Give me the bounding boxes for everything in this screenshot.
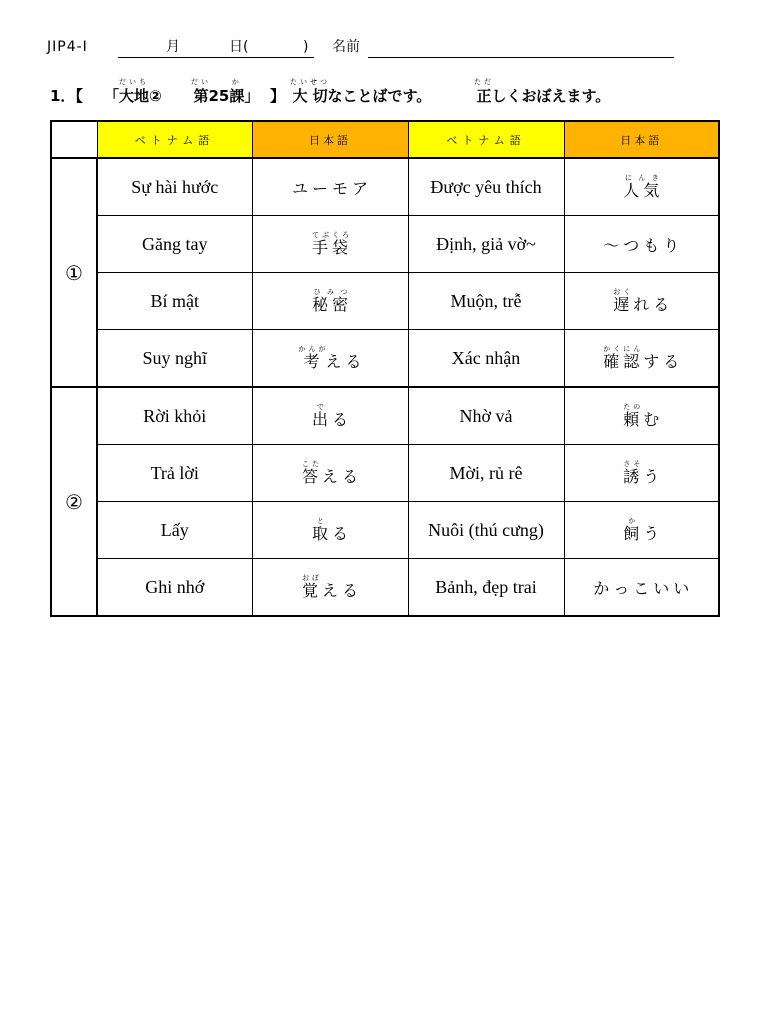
okurigana: える [325,351,366,371]
group-label: ① [51,158,97,387]
name-underline [368,57,674,58]
furigana: か [229,78,245,86]
furigana: たいせつ [290,78,330,86]
kanji: 大地 [119,87,150,105]
vietnamese-word: Suy nghĩ [97,330,252,388]
kanji-reading [603,344,644,371]
table-header-row [51,121,719,158]
lesson-number [191,78,259,104]
textbook-title [104,78,162,104]
kanji-reading [623,516,644,543]
kanji: 人気 [623,180,664,200]
kanji: 取 [311,523,332,543]
volume-number: ② [149,87,162,105]
vietnamese-column-header: ベトナム語 [408,121,564,158]
japanese-word [252,559,408,617]
instruction-phrase-2 [474,78,610,104]
japanese-word [252,216,408,273]
quote-close: 」 [244,87,260,105]
quote-open: 「 [104,87,120,105]
japanese-word [564,158,719,216]
furigana: てぶくろ [311,230,352,239]
lesson-prefix [191,78,211,105]
vietnamese-word: Xác nhận [408,330,564,388]
japanese-word [252,330,408,388]
japanese-word [564,387,719,445]
japanese-word [564,502,719,559]
kanji-reading [311,230,352,257]
month-label: 月 [166,39,180,55]
kanji: 飼 [623,523,644,543]
vocab-row [51,330,719,388]
vocab-row [51,445,719,502]
okurigana: う [643,466,664,486]
vietnamese-word: Được yêu thích [408,158,564,216]
vocab-row [51,502,719,559]
furigana: おぼ [301,573,322,582]
kanji: 課 [229,87,245,105]
kanji: 答 [301,466,322,486]
vietnamese-word: Nuôi (thú cưng) [408,502,564,559]
japanese-word [252,158,408,216]
date-underline [118,57,314,58]
furigana: たの [623,402,644,411]
group-label: ② [51,387,97,616]
japanese-word [564,330,719,388]
vocab-row [51,158,719,216]
furigana: ただ [474,78,494,86]
kanji-reading [311,287,352,314]
vietnamese-word: Rời khỏi [97,387,252,445]
kanji-reading [301,459,322,486]
vocab-row [51,559,719,617]
kanji: 確認 [603,351,644,371]
furigana: と [311,516,332,525]
kanji: 大切 [290,87,330,105]
instruction-line [0,70,768,104]
vocab-row [51,387,719,445]
vietnamese-word: Nhờ vả [408,387,564,445]
name-label: 名前 [332,39,360,55]
japanese-word [564,445,719,502]
furigana: かんが [298,344,329,353]
kanji: 第 [191,87,211,105]
furigana: さそ [623,459,644,468]
kanji: 誘 [623,466,644,486]
furigana: か [623,516,644,525]
vietnamese-word: Muộn, trễ [408,273,564,330]
japanese-column-header: 日本語 [252,121,408,158]
kanji-reading [623,173,664,200]
okurigana: する [643,351,684,371]
kanji-reading [613,287,634,314]
vietnamese-column-header: ベトナム語 [97,121,252,158]
okurigana: む [643,409,664,429]
furigana: で [311,402,332,411]
day-label: 日( [229,39,249,55]
kanji: 頼 [623,409,644,429]
bracket-close: 】 [270,87,286,105]
lesson-suffix [229,78,245,105]
vietnamese-word: Mời, rủ rê [408,445,564,502]
furigana: にんき [623,173,664,182]
kanji: 出 [311,409,332,429]
japanese-column-header: 日本語 [564,121,719,158]
vocab-row [51,273,719,330]
kana: なことばです。 [327,87,432,105]
textbook-name [119,78,150,105]
okurigana: る [332,523,353,543]
kanji-reading [474,78,494,105]
weekday-close: ) [303,39,309,55]
furigana: だいち [119,78,150,86]
japanese-word [564,273,719,330]
japanese-word [252,387,408,445]
okurigana: える [322,580,363,600]
okurigana: う [643,523,664,543]
japanese-word [564,216,719,273]
vocabulary-table-body [51,121,719,616]
furigana: かくにん [603,344,644,353]
okurigana: る [332,409,353,429]
class-code: JIP4-I [47,39,88,55]
kanji-reading [290,78,330,105]
vietnamese-word: Ghi nhớ [97,559,252,617]
kanji: 遅 [613,294,634,314]
japanese-word [564,559,719,617]
kanji-reading [623,459,644,486]
group-column-header [51,121,97,158]
vietnamese-word: Bảnh, đẹp trai [408,559,564,617]
okurigana: れる [633,294,674,314]
exercise-number: 1．【 [50,87,83,105]
vietnamese-word: Sự hài hước [97,158,252,216]
japanese-word [252,502,408,559]
kana: しくおぼえます。 [491,87,611,105]
furigana: だい [191,78,211,86]
lesson-digits: 25 [208,87,230,105]
furigana: ひみつ [311,287,352,296]
furigana: こた [301,459,322,468]
vietnamese-word: Trả lời [97,445,252,502]
vietnamese-word: Định, giả vờ~ [408,216,564,273]
vocabulary-table [50,120,720,617]
kanji-reading [623,402,644,429]
vocab-row [51,216,719,273]
kanji: 手袋 [311,237,352,257]
instruction-phrase-1 [290,78,431,104]
okurigana: える [322,466,363,486]
vietnamese-word: Lấy [97,502,252,559]
vietnamese-word: Găng tay [97,216,252,273]
kanji: 覚 [301,580,322,600]
kanji-reading [301,573,322,600]
kanji-reading [311,402,332,429]
kanji: 正 [474,87,494,105]
kanji-reading [311,516,332,543]
japanese-word [252,445,408,502]
kanji: 秘密 [311,294,352,314]
kana: ～つもり [603,235,684,255]
japanese-word [252,273,408,330]
kana: かっこいい [593,578,694,598]
kanji: 考 [298,351,329,371]
vietnamese-word: Bí mật [97,273,252,330]
kana: ユーモア [291,178,372,198]
kanji-reading [298,344,329,371]
furigana: おく [613,287,634,296]
